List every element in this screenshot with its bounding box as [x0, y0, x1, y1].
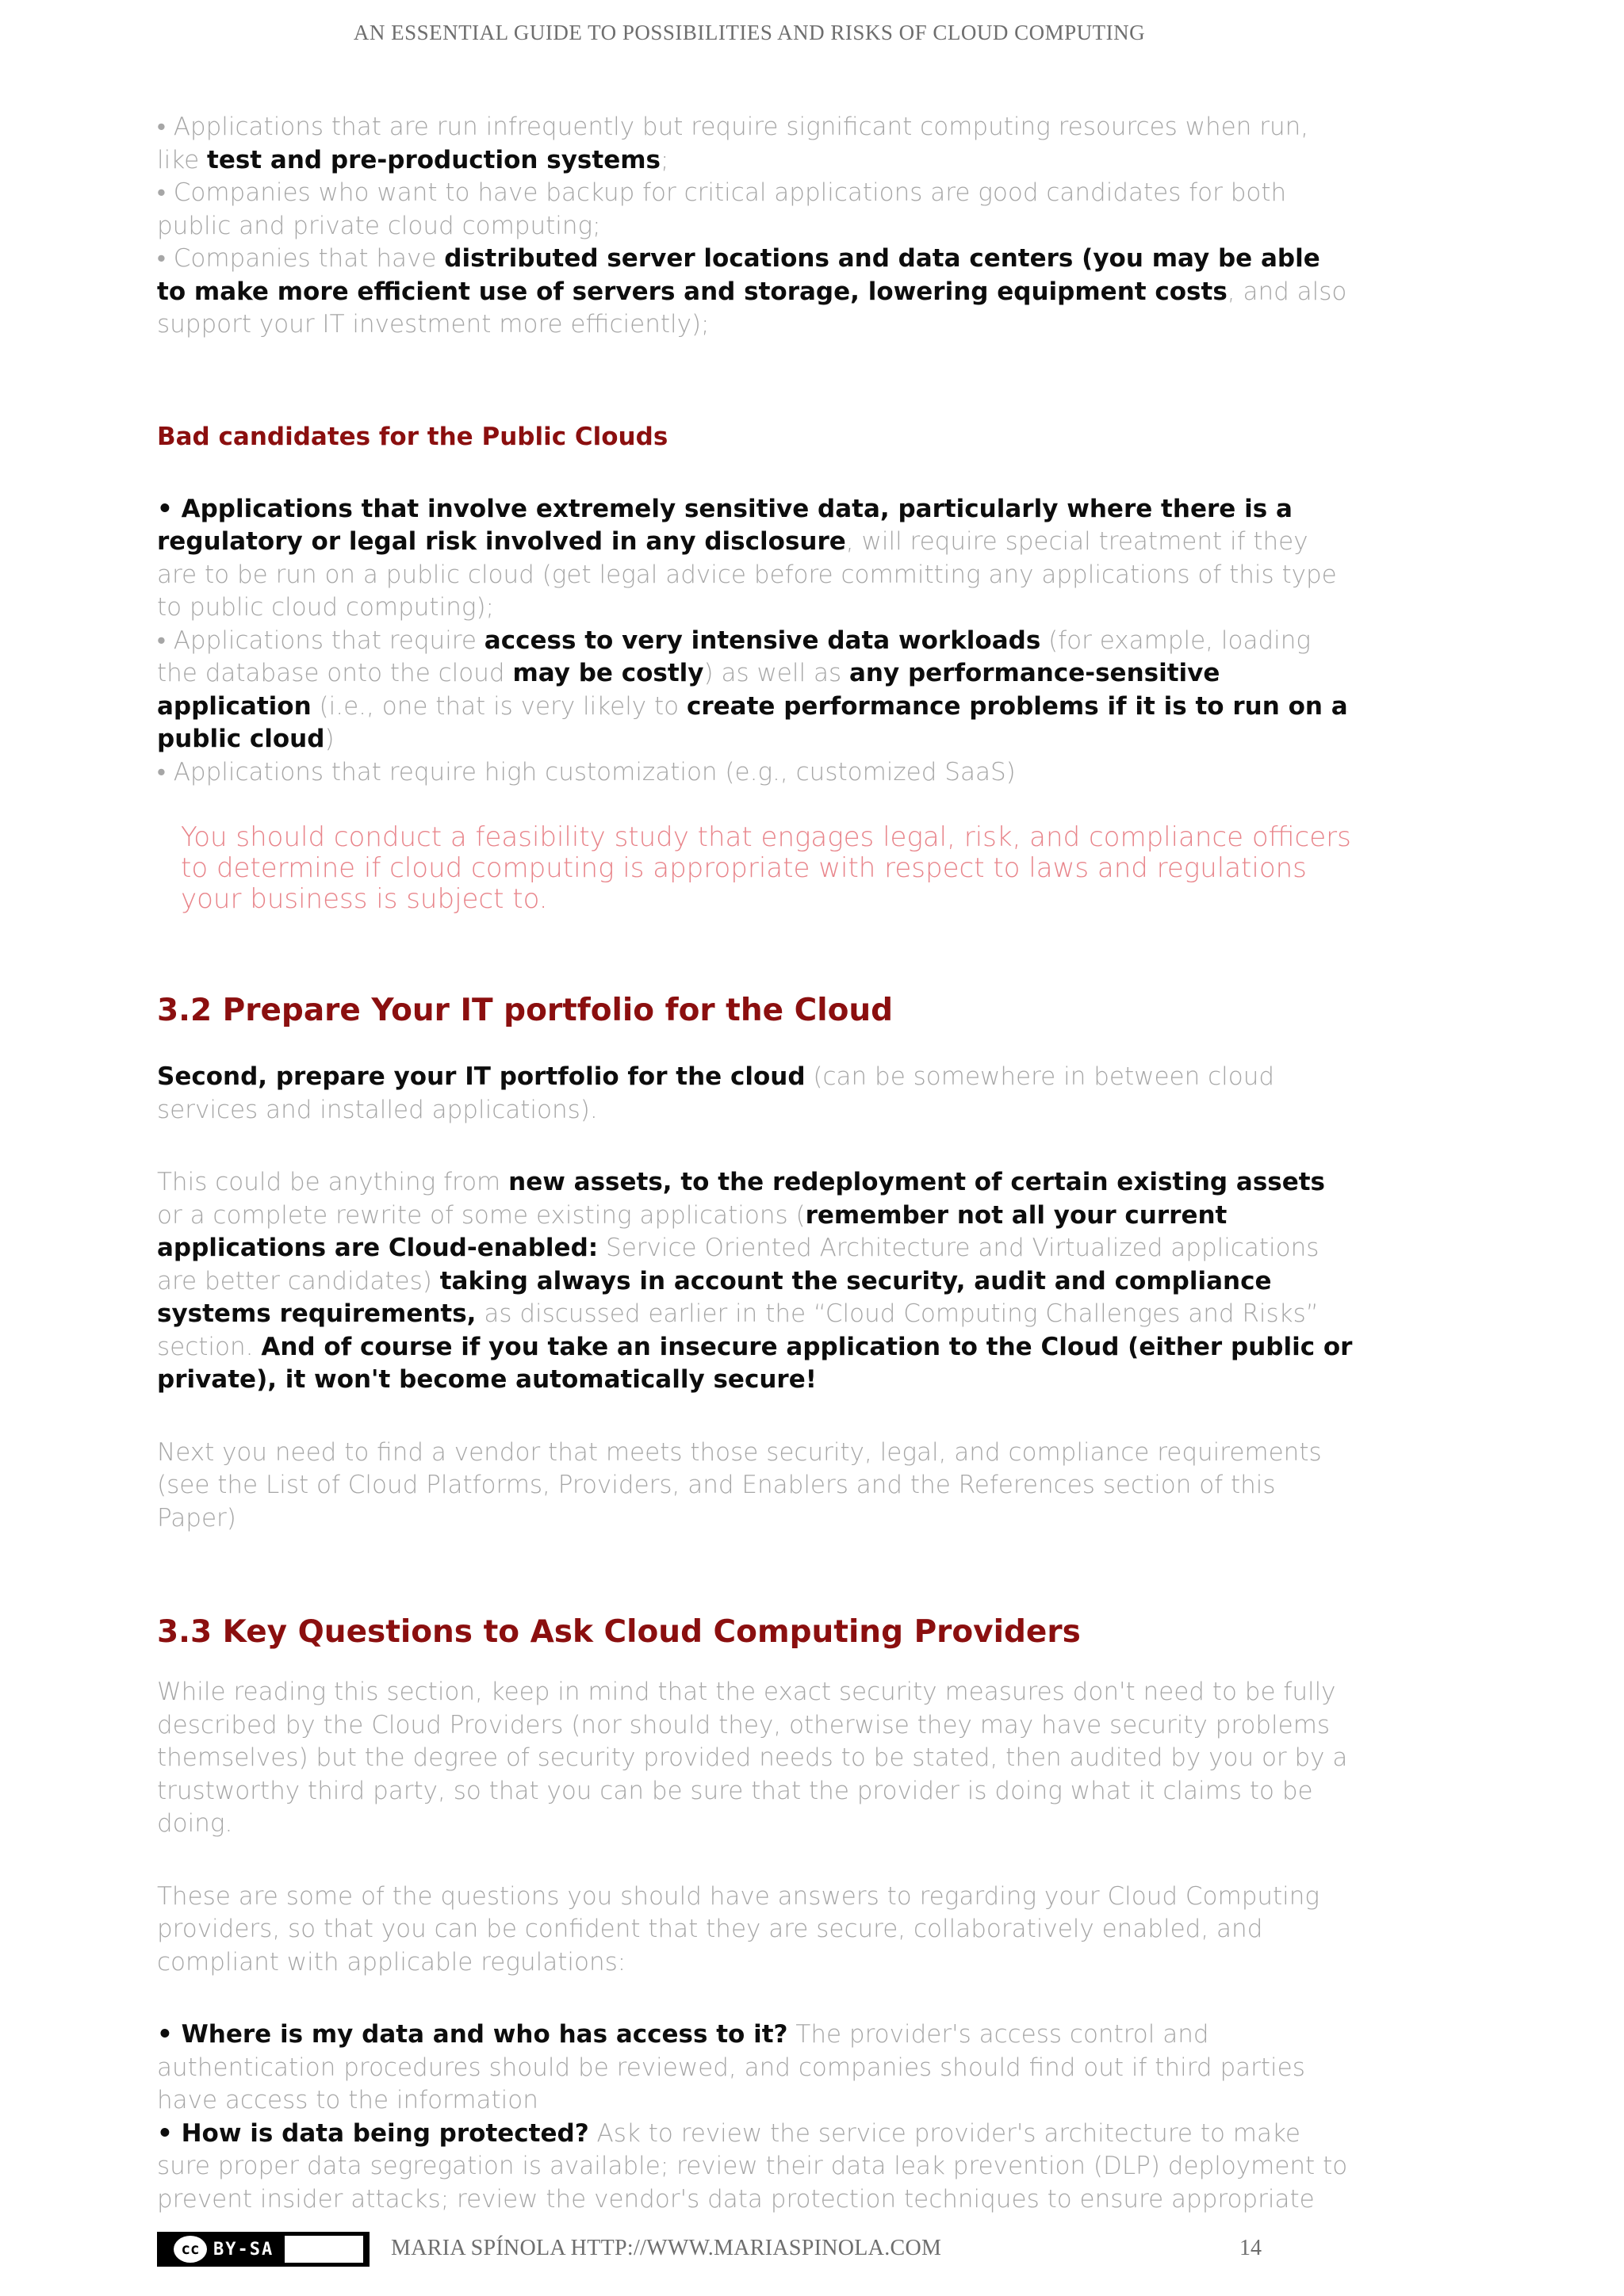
bad-candidate-bullet: • Applications that require access to very intensive data workloads (for example, loading the database onto the cloud may be costly) as well as any performance-sensitive application (i.e., one that is very likely to create performance problems if it is to run on a public cloud) — [157, 626, 1348, 753]
running-header: AN ESSENTIAL GUIDE TO POSSIBILITIES AND RISKS OF CLOUD COMPUTING — [353, 21, 1146, 44]
question-bullet: • How is data being protected? Ask to review the service provider's architecture to make sure proper data segregation is available; review their data leak prevention (DLP) deployment to prevent insider attacks; review the vendor's data protection techniques to ensure appropriate — [157, 2118, 1348, 2214]
intro-bullet: • Companies that have distributed server locations and data centers (you may be able to make more efficient use of servers and storage, lowering equipment costs, and also support your IT investment more efficiently); — [157, 244, 1347, 339]
page-footer — [157, 2232, 1354, 2270]
footer-author-url: MARIA SPÍNOLA HTTP://WWW.MARIASPINOLA.COM — [391, 2236, 942, 2260]
intro-bullet: • Applications that are run infrequently but require significant computing resources when run, like test and pre-production systems; — [157, 113, 1309, 174]
paragraph: Next you need to find a vendor that meets those security, legal, and compliance requirements (see the List of Cloud Platforms, Providers, and Enablers and the References section of this Paper) — [157, 1437, 1322, 1533]
bad-candidates-heading: Bad candidates for the Public Clouds — [157, 422, 668, 451]
feasibility-callout: You should conduct a feasibility study that engages legal, risk, and compliance officers to determine if cloud computing is appropriate with respect to laws and regulations your business is subject to. — [181, 821, 1351, 915]
page-content — [157, 111, 1354, 2216]
section-3-3-heading: 3.3 Key Questions to Ask Cloud Computing Providers — [157, 1614, 1081, 1650]
bad-candidate-bullet: • Applications that involve extremely sensitive data, particularly where there is a regulatory or legal risk involved in any disclosure, will require special treatment if they are to be run on a public cloud (get legal advice before committing any applications of this type to public cloud computing); — [157, 494, 1337, 622]
cc-license-badge[interactable] — [157, 2232, 370, 2267]
intro-bullet: • Companies who want to have backup for critical applications are good candidates for both public and private cloud computing; — [157, 178, 1287, 240]
paragraph: These are some of the questions you should have answers to regarding your Cloud Computing providers, so that you can be confident that they are secure, collaboratively enabled, and compliant with applicable regulations: — [157, 1881, 1320, 1976]
bad-candidate-bullet: • Applications that require high customization (e.g., customized SaaS) — [157, 757, 1016, 786]
creative-commons-icon: cc — [174, 2236, 207, 2263]
page-number: 14 — [1239, 2236, 1262, 2260]
paragraph: Second, prepare your IT portfolio for the cloud (can be somewhere in between cloud services and installed applications). — [157, 1062, 1275, 1124]
section-3-2-heading: 3.2 Prepare Your IT portfolio for the Cloud — [157, 993, 894, 1028]
paragraph: This could be anything from new assets, to the redeployment of certain existing assets or a complete rewrite of some existing applications (remember not all your current applications are Cloud-enabled: Service Oriented Architecture and Virtualized applications are better candidates) taking always in account the security, audit and compliance systems requirements, as discussed earlier in the “Cloud Computing Challenges and Risks” section. And of course if you take an insecure application to the Cloud (either public or private), it won't become automatically secure! — [157, 1168, 1353, 1394]
question-bullet: • Where is my data and who has access to it? The provider's access control and authentication procedures should be reviewed, and companies should find out if third parties have access to the information — [157, 2020, 1305, 2114]
paragraph: While reading this section, keep in mind that the exact security measures don't need to be fully described by the Cloud Providers (nor should they, otherwise they may have security problems themselves) but the degree of security provided needs to be stated, then audited by you or by a trustworthy third party, so that you can be sure that the provider is doing what it claims to be doing. — [157, 1678, 1348, 1838]
license-label: BY-SA — [213, 2236, 285, 2263]
